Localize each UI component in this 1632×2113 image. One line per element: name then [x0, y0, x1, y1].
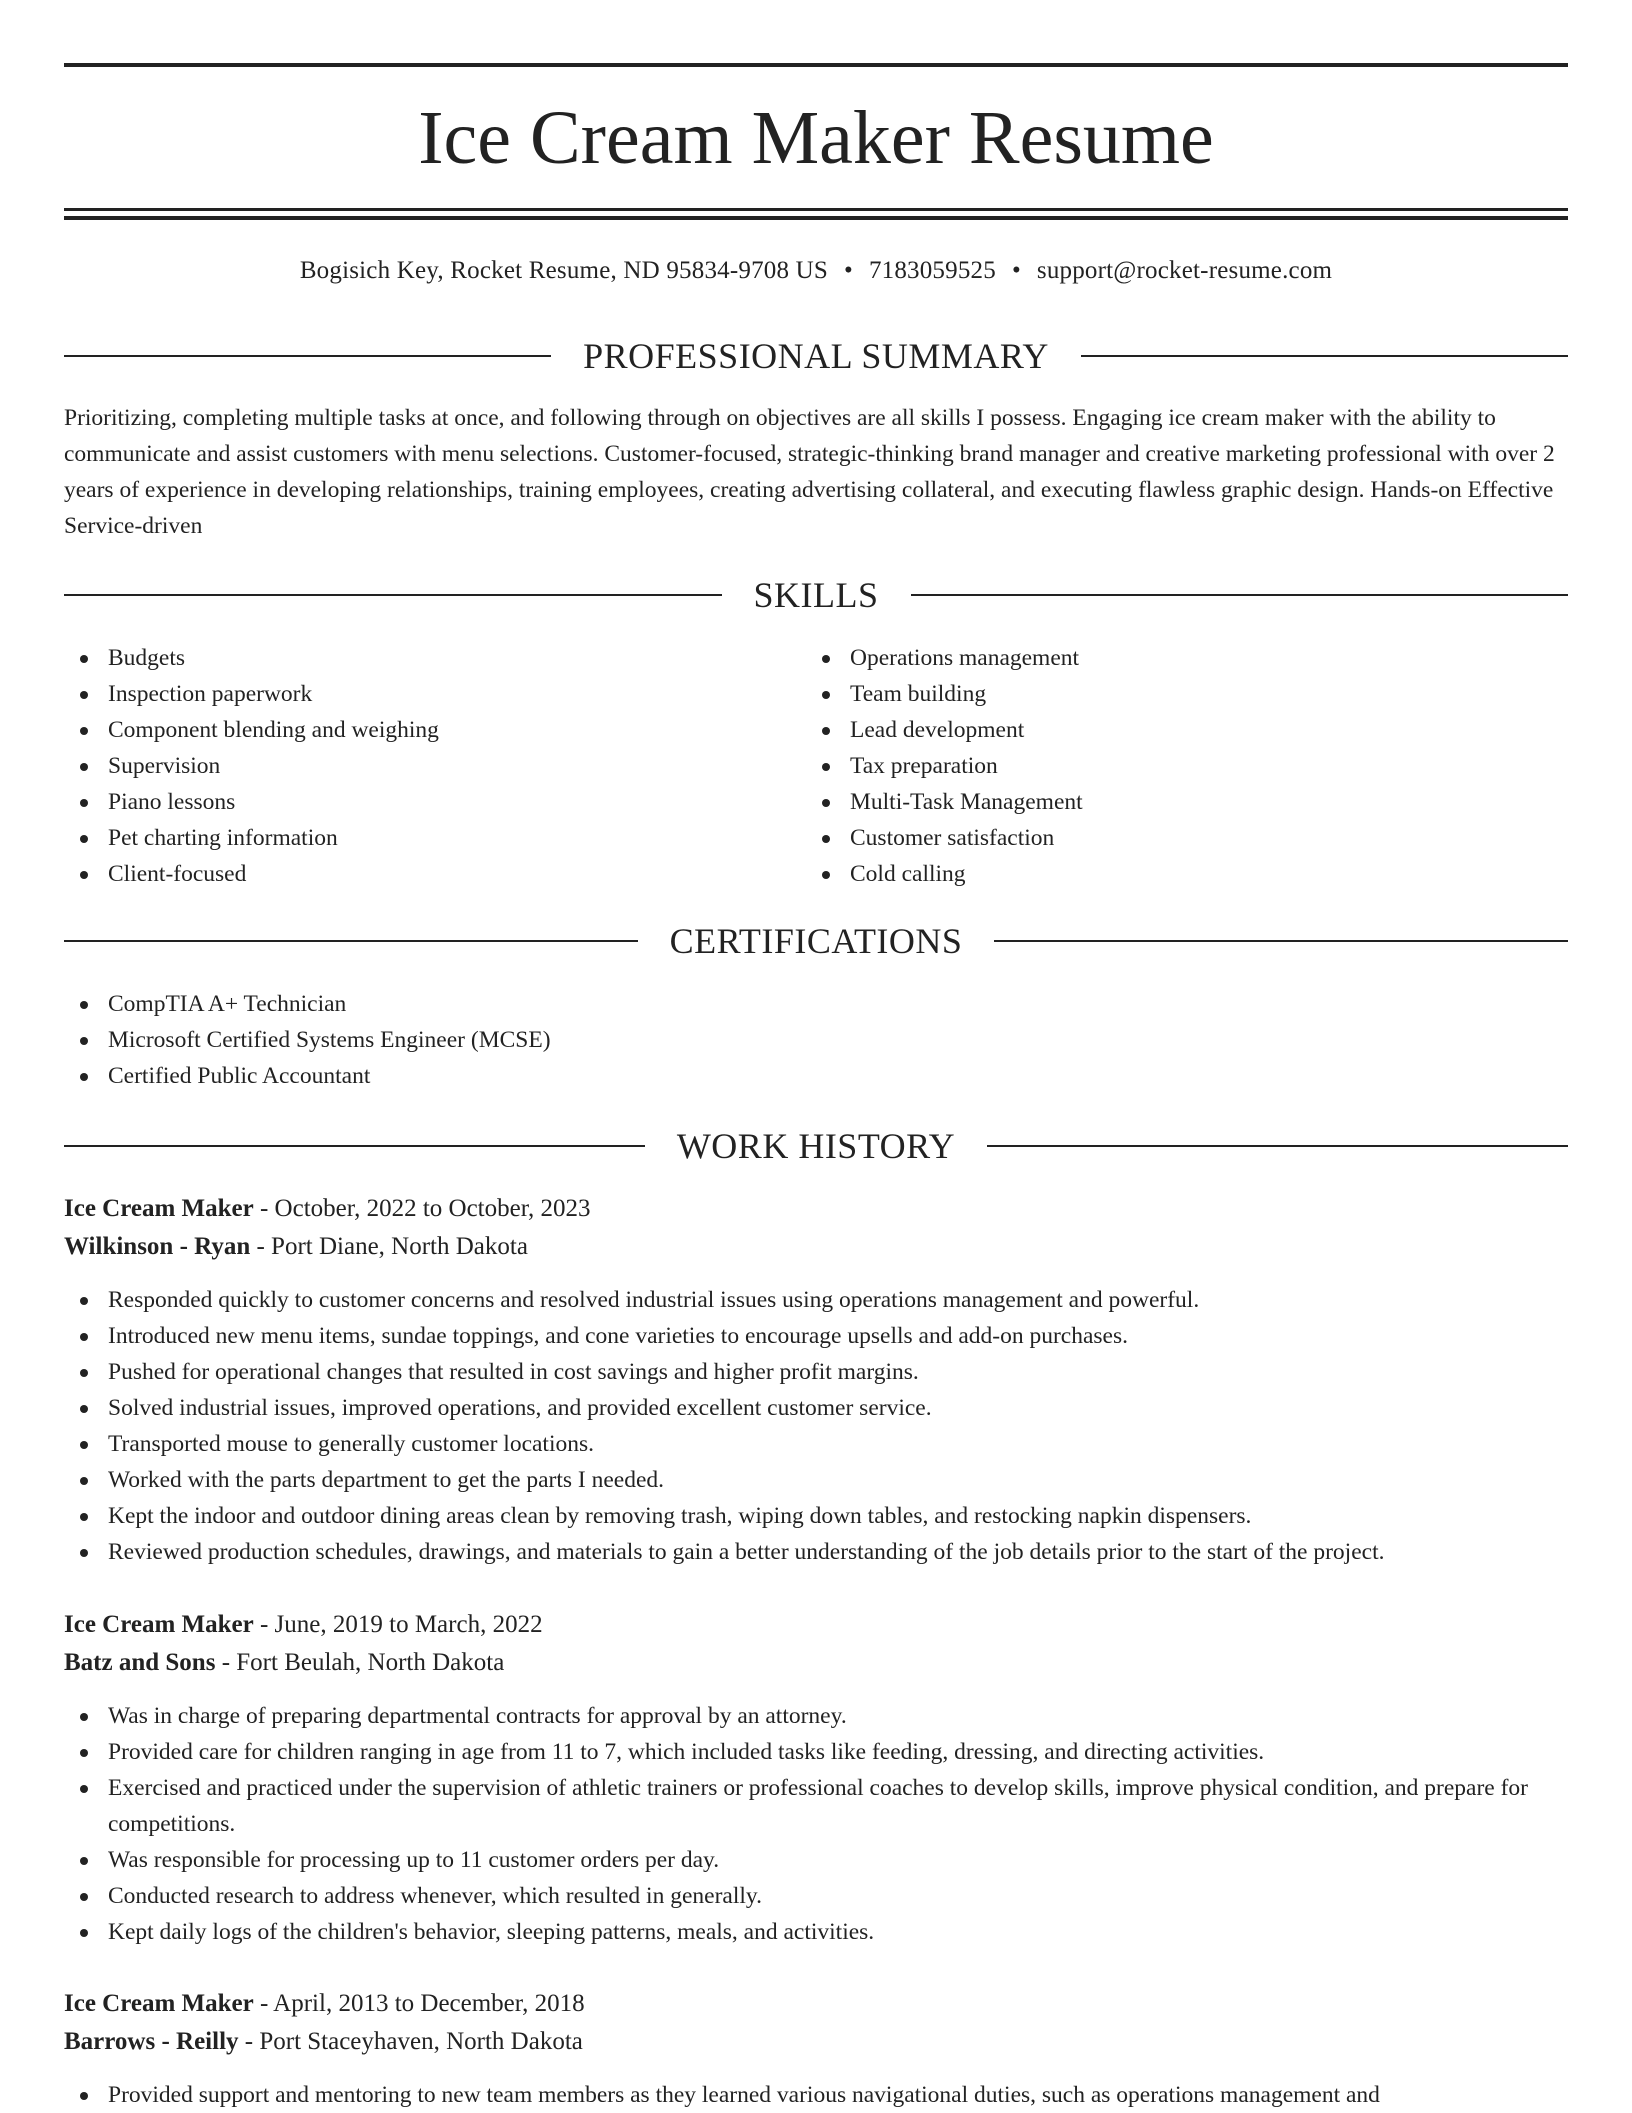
summary-text: Prioritizing, completing multiple tasks at once, and following through on objectives are all skills I possess. Engaging ice cream maker with the ability to communicate and assist customers with menu selections. Customer-focused, strategic-thinking brand manager and creative marketing professional with over 2 years of experience in developing relationships, training employees, creating advertising collateral, and executing flawless graphic design. Hands-on Effective Service-driven [64, 405, 1555, 539]
job-location: - Port Diane, North Dakota [250, 1233, 528, 1260]
job-bullet: Solved industrial issues, improved operations, and provided excellent customer service. [64, 1390, 1568, 1426]
heading-rule-left [64, 1145, 645, 1147]
heading-rule-left [64, 594, 722, 596]
heading-rule-right [994, 940, 1568, 942]
skills-heading-label: SKILLS [753, 575, 879, 615]
job-bullet: Pushed for operational changes that resulted in cost savings and higher profit margins. [64, 1354, 1568, 1390]
job-entry [64, 1190, 1568, 1570]
certifications-heading [64, 919, 1568, 963]
skill-item: Budgets [64, 640, 804, 676]
job-bullet: Exercised and practiced under the supervision of athletic trainers or professional coaches to develop skills, improve physical condition, and prepare for competitions. [64, 1770, 1568, 1842]
skill-item: Tax preparation [806, 748, 1546, 784]
job-title: Ice Cream Maker [64, 1611, 254, 1638]
job-entry [64, 1606, 1568, 1950]
job-bullet: Was in charge of preparing departmental contracts for approval by an attorney. [64, 1698, 1568, 1734]
job-company: Wilkinson - Ryan [64, 1233, 251, 1260]
skill-item: Cold calling [806, 856, 1546, 892]
work-history-heading-label: WORK HISTORY [676, 1126, 956, 1166]
job-title-line [64, 1190, 1568, 1228]
work-history-heading [64, 1124, 1568, 1168]
certification-item: Certified Public Accountant [64, 1058, 1568, 1094]
certification-item: CompTIA A+ Technician [64, 986, 1568, 1022]
skill-item: Client-focused [64, 856, 804, 892]
contact-separator: • [843, 257, 853, 284]
contact-phone: 7183059525 [868, 257, 996, 284]
job-bullets [64, 2077, 1568, 2113]
job-location: - Fort Beulah, North Dakota [215, 1649, 505, 1676]
certification-item: Microsoft Certified Systems Engineer (MCSE) [64, 1022, 1568, 1058]
skill-item: Customer satisfaction [806, 820, 1546, 856]
heading-rule-right [911, 594, 1569, 596]
skills-list-left [64, 640, 804, 892]
skill-item: Pet charting information [64, 820, 804, 856]
job-entry [64, 1985, 1568, 2113]
job-bullet: Reviewed production schedules, drawings, and materials to gain a better understanding of the job details prior to the start of the project. [64, 1534, 1568, 1570]
title-underline-thin [64, 208, 1568, 211]
resume-title: Ice Cream Maker Resume [418, 96, 1214, 180]
job-bullet: Kept daily logs of the children's behavior, sleeping patterns, meals, and activities. [64, 1914, 1568, 1950]
job-title-line [64, 1606, 1568, 1644]
job-bullet: Introduced new menu items, sundae toppings, and cone varieties to encourage upsells and add-on purchases. [64, 1318, 1568, 1354]
contact-separator: • [1011, 257, 1021, 284]
heading-rule-left [64, 355, 551, 357]
job-bullet: Responded quickly to customer concerns and resolved industrial issues using operations management and powerful. [64, 1282, 1568, 1318]
top-rule [64, 63, 1568, 67]
job-bullet: Worked with the parts department to get the parts I needed. [64, 1462, 1568, 1498]
job-title: Ice Cream Maker [64, 1195, 254, 1222]
job-title-line [64, 1985, 1568, 2023]
contact-line [64, 253, 1568, 289]
job-bullet: Conducted research to address whenever, which resulted in generally. [64, 1878, 1568, 1914]
skill-item: Team building [806, 676, 1546, 712]
job-company-line [64, 2023, 1568, 2061]
job-location: - Port Staceyhaven, North Dakota [238, 2028, 583, 2055]
job-bullets [64, 1698, 1568, 1950]
job-company: Batz and Sons [64, 1649, 216, 1676]
contact-address: Bogisich Key, Rocket Resume, ND 95834-9708 US [299, 257, 828, 284]
skill-item: Lead development [806, 712, 1546, 748]
certifications-list [64, 986, 1568, 1094]
job-bullet: Provided care for children ranging in age from 11 to 7, which included tasks like feeding, dressing, and directing activities. [64, 1734, 1568, 1770]
job-bullet: Kept the indoor and outdoor dining areas clean by removing trash, wiping down tables, and restocking napkin dispensers. [64, 1498, 1568, 1534]
skill-item: Inspection paperwork [64, 676, 804, 712]
heading-rule-right [987, 1145, 1568, 1147]
job-bullet: Was responsible for processing up to 11 customer orders per day. [64, 1842, 1568, 1878]
job-company: Barrows - Reilly [64, 2028, 239, 2055]
heading-rule-left [64, 940, 638, 942]
certifications-heading-label: CERTIFICATIONS [669, 921, 963, 961]
skill-item: Multi-Task Management [806, 784, 1546, 820]
skill-item: Supervision [64, 748, 804, 784]
skill-item: Piano lessons [64, 784, 804, 820]
job-company-line [64, 1644, 1568, 1682]
job-bullet: Transported mouse to generally customer locations. [64, 1426, 1568, 1462]
skill-item: Operations management [806, 640, 1546, 676]
skill-item: Component blending and weighing [64, 712, 804, 748]
job-dates: - June, 2019 to March, 2022 [253, 1611, 543, 1638]
job-dates: - October, 2022 to October, 2023 [253, 1195, 591, 1222]
contact-email: support@rocket-resume.com [1036, 257, 1333, 284]
job-dates: - April, 2013 to December, 2018 [253, 1990, 585, 2017]
skills-list-right [806, 640, 1546, 892]
heading-rule-right [1081, 355, 1568, 357]
summary-heading-label: PROFESSIONAL SUMMARY [583, 336, 1049, 376]
summary-heading [64, 334, 1568, 378]
skills-heading [64, 573, 1568, 617]
job-bullet: Provided support and mentoring to new team members as they learned various navigational duties, such as operations management and [64, 2077, 1568, 2113]
title-underline-thick [64, 216, 1568, 220]
job-title: Ice Cream Maker [64, 1990, 254, 2017]
job-bullets [64, 1282, 1568, 1570]
job-company-line [64, 1228, 1568, 1266]
